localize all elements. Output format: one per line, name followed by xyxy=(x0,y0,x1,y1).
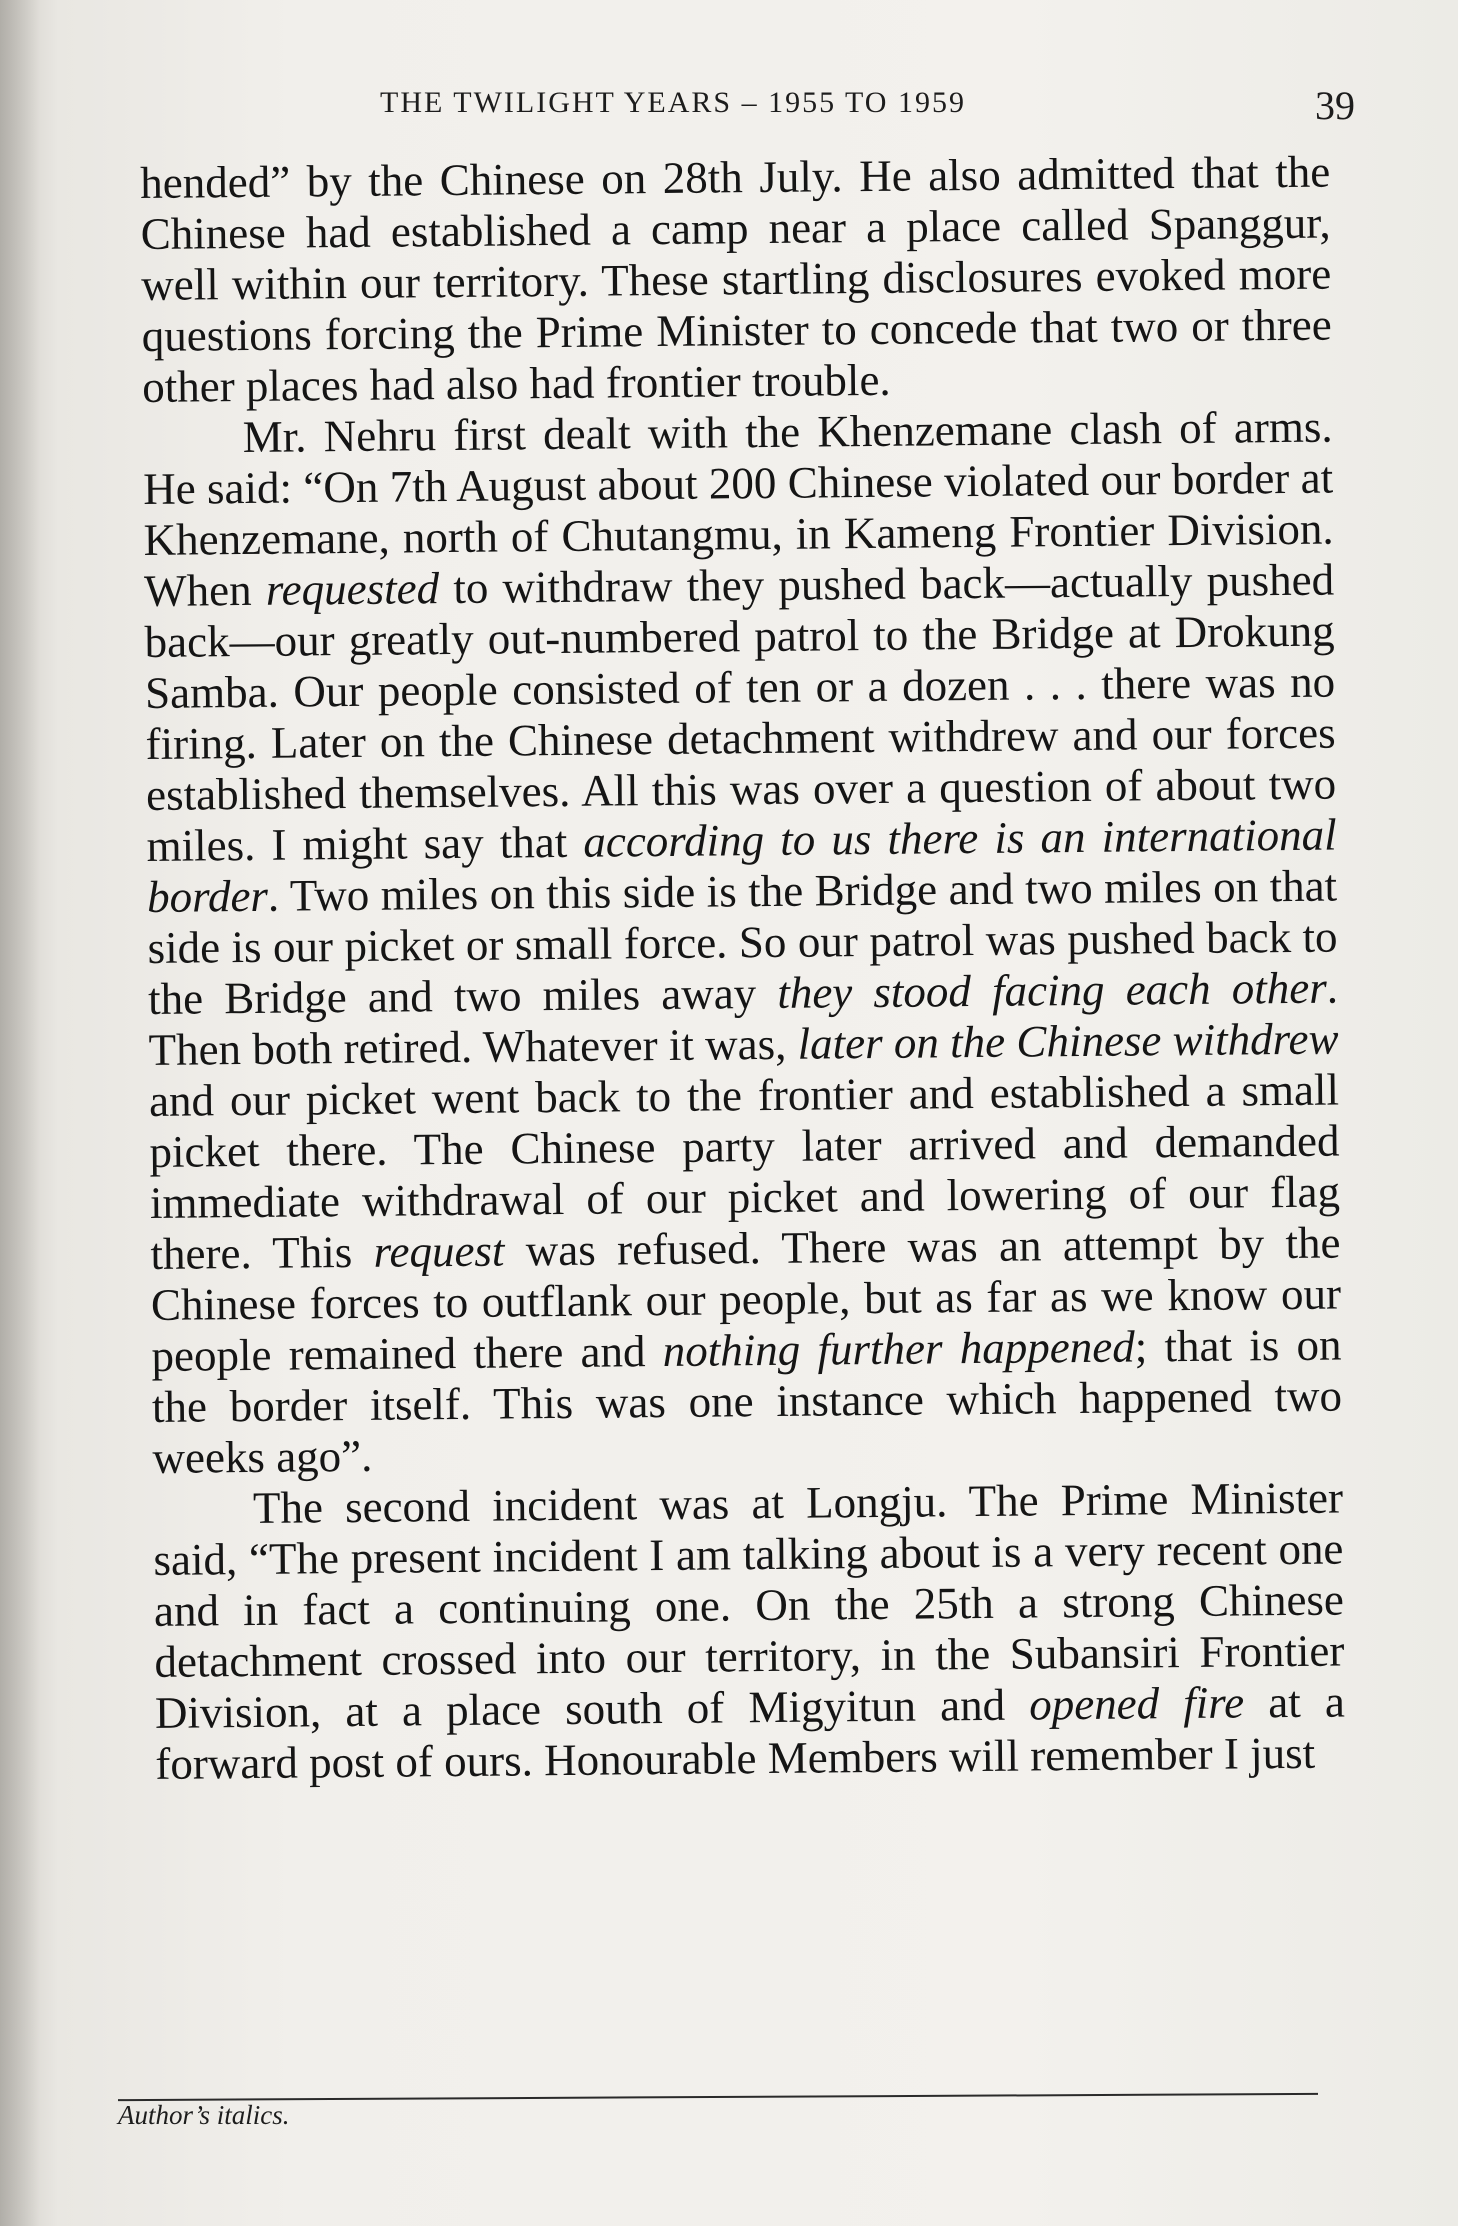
italic-run: opened fire xyxy=(1028,1677,1245,1730)
text-run: Mr. Nehru first dealt with the Khenzemane clash of arms. He said: “On 7th August about 200 Chinese violated our border at Khenzemane, north of Chutangmu, in Kameng Frontier Division. When xyxy=(142,401,1334,616)
body-text xyxy=(140,147,1346,1790)
text-run: hended” by the Chinese on 28th July. He also admitted that the Chinese had established a camp near a place called Spanggur, well within our territory. These startling disclosures evoked more questions forcing the Prime Minister to concede that two or three other places had also had frontier trouble. xyxy=(140,146,1332,412)
italic-run: according to us there is an international border xyxy=(146,809,1337,922)
paragraph xyxy=(140,147,1332,413)
italic-run: request xyxy=(373,1225,505,1277)
spine-shadow xyxy=(0,0,40,2226)
running-head: THE TWILIGHT YEARS – 1955 TO 1959 xyxy=(380,86,966,119)
text-run: to withdraw they pushed back—actually pushed back—our greatly out-numbered patrol to the Bridge at Drokung Samba. Our people consisted of ten or a dozen . . . there was no firing. Later on the Chinese detachment withdrew and our forces established themselves. All this was over a question of about two miles. I might say that xyxy=(144,554,1337,871)
italic-run: nothing further happened xyxy=(662,1321,1135,1377)
page-header xyxy=(140,82,1355,142)
paragraph xyxy=(153,1473,1346,1790)
footnote-rule xyxy=(118,2093,1318,2101)
italic-run: they stood facing each other xyxy=(777,962,1328,1018)
footnote: Author’s italics. xyxy=(118,2100,290,2130)
text-run: The second incident was at Longju. The Prime Minister said, “The present incident I am talking about is a very recent one and in fact a continuing one. On the 25th a strong Chinese detachment crossed into our territory, in the Subansiri Frontier Division, at a place south of Migyitun and xyxy=(153,1472,1345,1738)
text-run: was refused. There was an attempt by the Chinese forces to outflank our people, but as far as we know our people remained there and xyxy=(150,1217,1342,1381)
page-number: 39 xyxy=(1315,83,1355,128)
text-run: . Then both retired. Whatever it was, xyxy=(148,962,1339,1075)
paragraph xyxy=(142,402,1342,1484)
text-run: and our picket went back to the frontier and established a small picket there. The Chinese party later arrived and demanded immediate withdrawal of our picket and lowering of our flag there. This xyxy=(148,1064,1341,1279)
text-run: ; that is on the border itself. This was one instance which happened two weeks ago”. xyxy=(151,1319,1343,1483)
italic-run: requested xyxy=(265,563,440,615)
italic-run: later on the Chinese withdrew xyxy=(797,1013,1339,1069)
text-run: . Two miles on this side is the Bridge and two miles on that side is our picket or small force. So our patrol was pushed back to the Bridge and two miles away xyxy=(147,860,1338,1024)
text-run: at a forward post of ours. Honourable Members will remember I just xyxy=(155,1676,1346,1789)
